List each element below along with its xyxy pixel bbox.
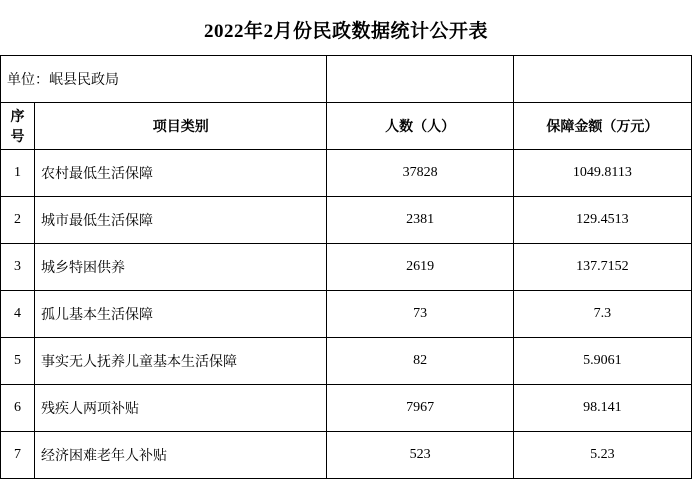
table-row [1,244,692,291]
table-row [1,338,692,385]
row-people: 7967 [327,385,513,432]
table-row [1,432,692,479]
column-header-category: 项目类别 [35,103,327,150]
row-amount: 1049.8113 [513,150,691,197]
row-category: 残疾人两项补贴 [35,385,327,432]
unit-label: 单位：岷县民政局 [1,56,327,103]
table-row [1,197,692,244]
row-people: 82 [327,338,513,385]
column-header-people: 人数（人） [327,103,513,150]
page-title: 2022年2月份民政数据统计公开表 [203,21,488,42]
column-header-amount: 保障金额（万元） [513,103,691,150]
row-category: 城市最低生活保障 [35,197,327,244]
row-amount: 5.23 [513,432,691,479]
table-row [1,150,692,197]
unit-blank-cell-2 [513,56,691,103]
row-people: 2381 [327,197,513,244]
row-category: 孤儿基本生活保障 [35,291,327,338]
row-amount: 7.3 [513,291,691,338]
table-row [1,385,692,432]
row-people: 2619 [327,244,513,291]
row-index: 7 [1,432,35,479]
table-header-row [1,103,692,150]
column-header-index: 序号 [1,103,35,150]
table-row-unit [1,56,692,103]
row-index: 3 [1,244,35,291]
row-category: 经济困难老年人补贴 [35,432,327,479]
row-amount: 98.141 [513,385,691,432]
row-people: 37828 [327,150,513,197]
row-amount: 5.9061 [513,338,691,385]
row-index: 4 [1,291,35,338]
row-amount: 137.7152 [513,244,691,291]
unit-blank-cell-1 [327,56,513,103]
row-category: 城乡特困供养 [35,244,327,291]
row-index: 1 [1,150,35,197]
row-amount: 129.4513 [513,197,691,244]
row-category: 事实无人抚养儿童基本生活保障 [35,338,327,385]
data-table [0,55,692,479]
row-index: 5 [1,338,35,385]
table-row [1,291,692,338]
row-people: 73 [327,291,513,338]
row-category: 农村最低生活保障 [35,150,327,197]
row-people: 523 [327,432,513,479]
row-index: 6 [1,385,35,432]
row-index: 2 [1,197,35,244]
